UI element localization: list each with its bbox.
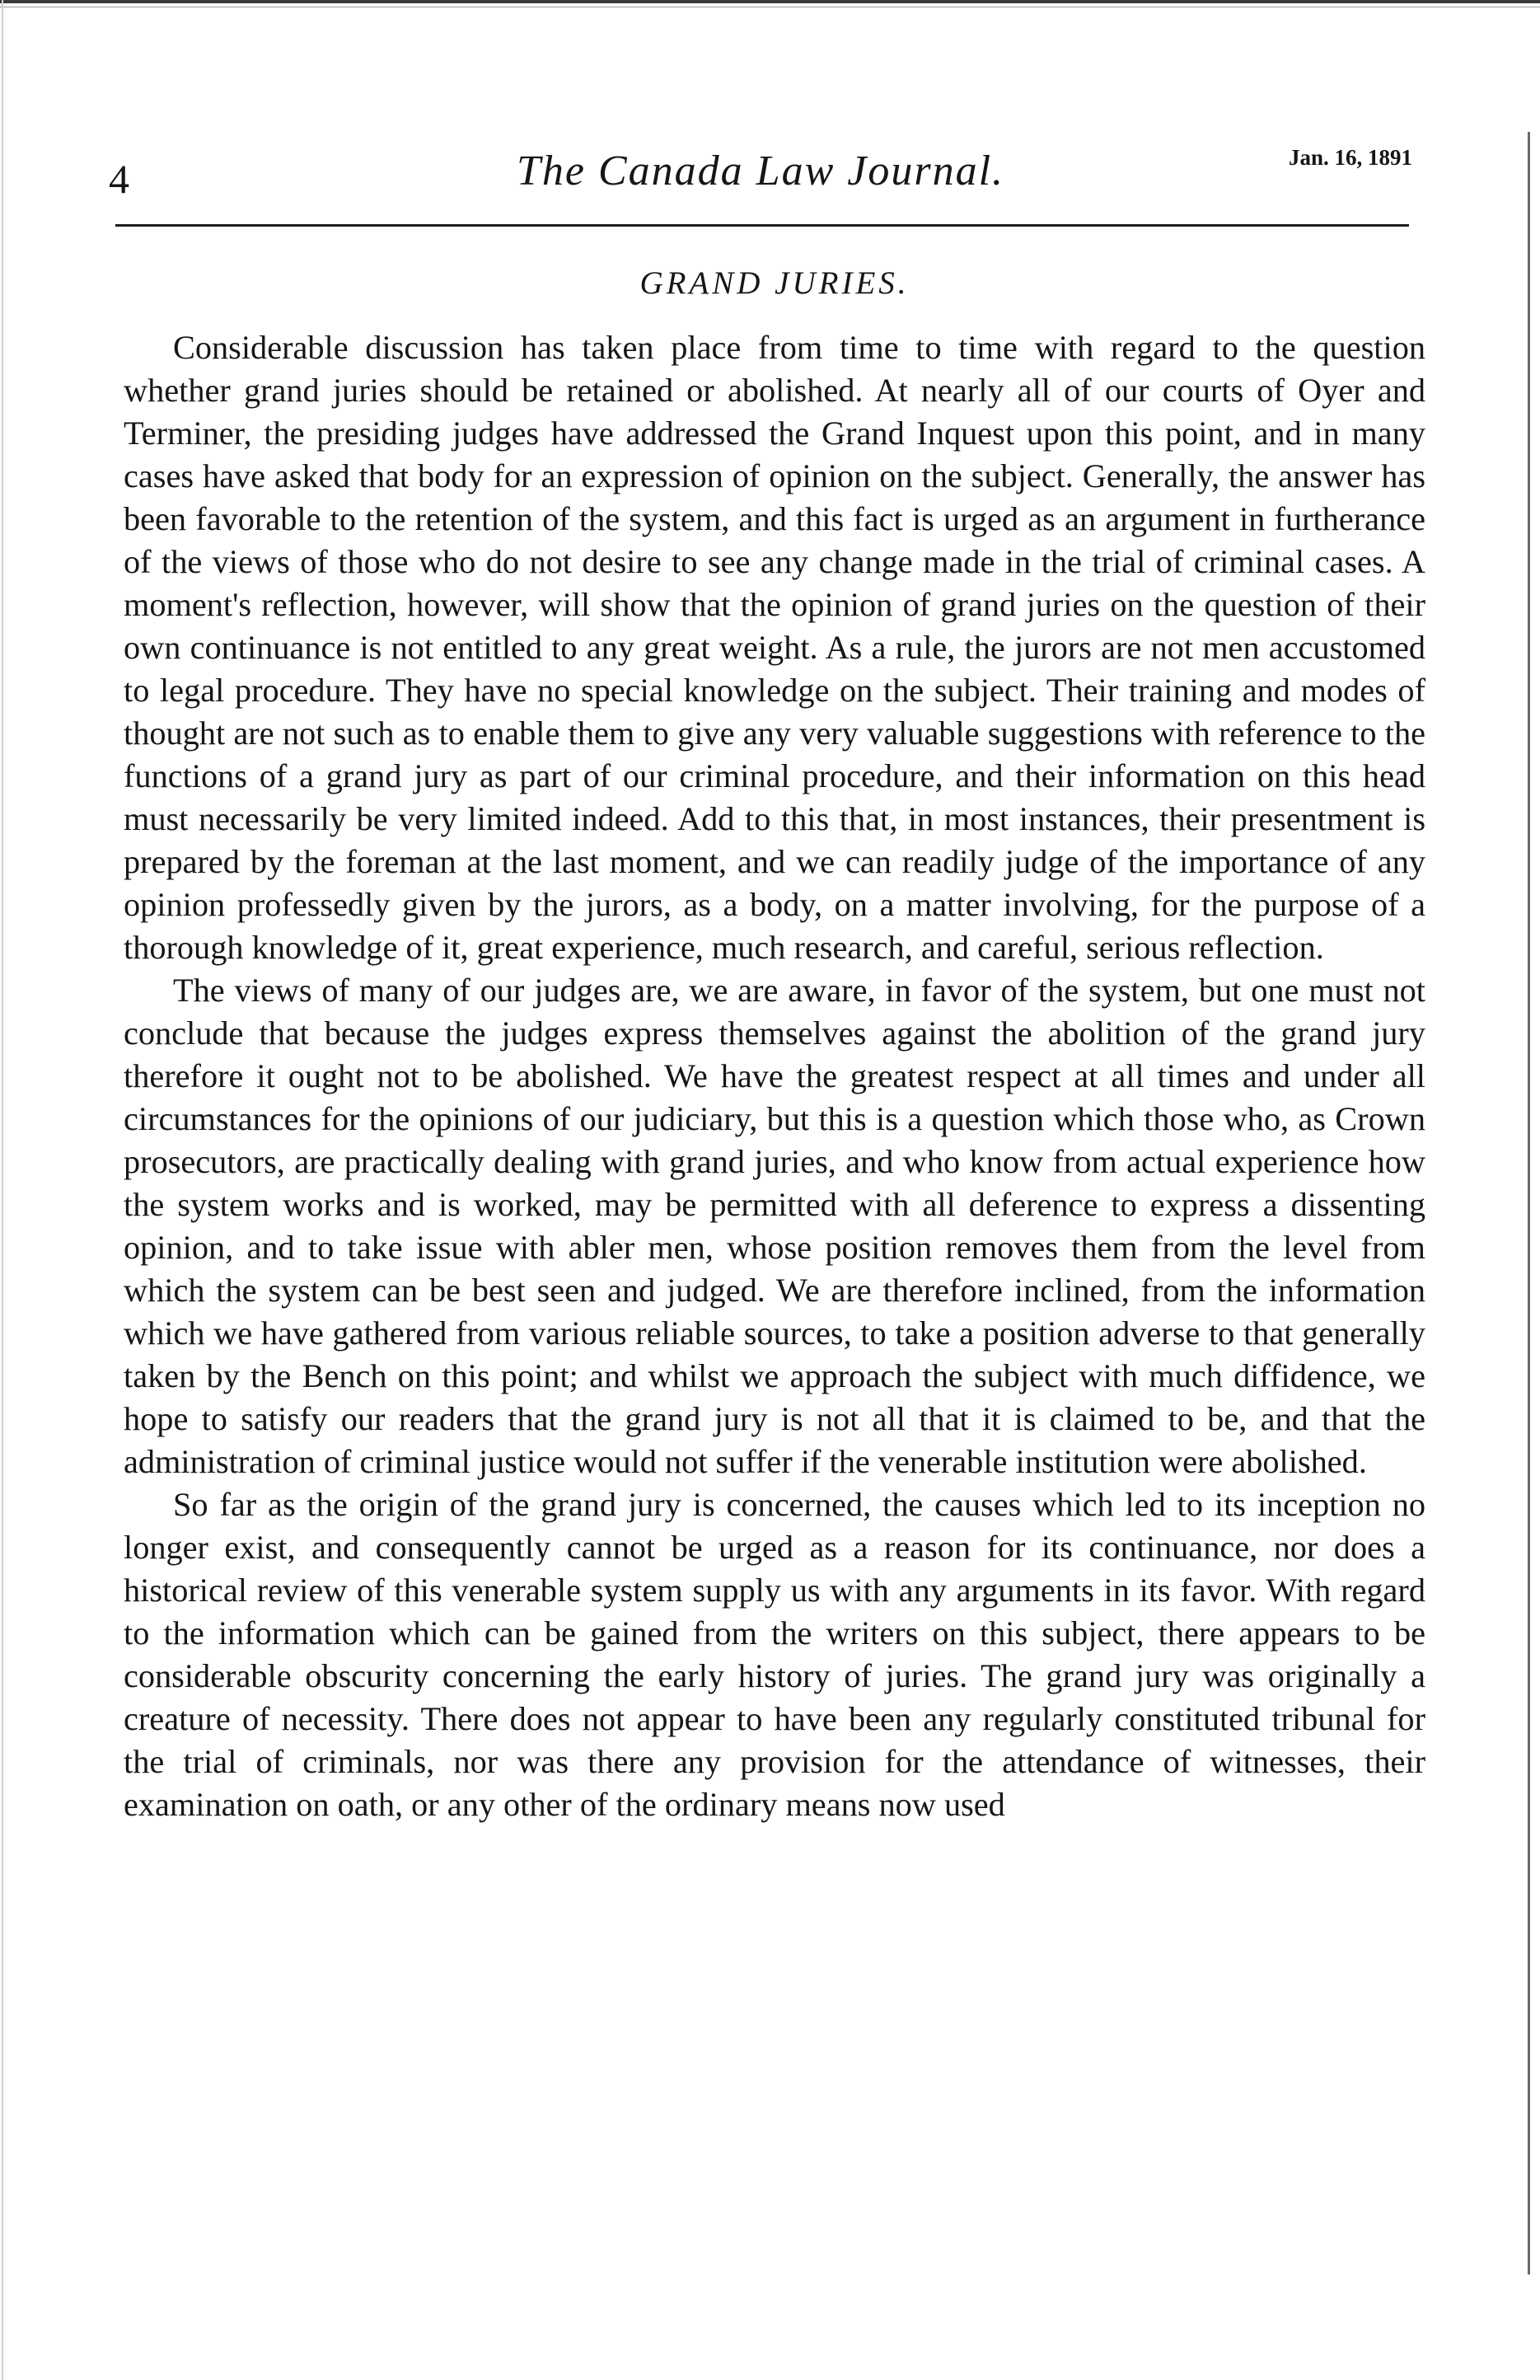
article-title: GRAND JURIES. xyxy=(639,265,910,301)
page-top-edge xyxy=(0,0,1540,3)
header-rule xyxy=(115,224,1409,227)
paragraph-3: So far as the origin of the grand jury is concerned, the causes which led to its inception no longer exist, and consequently cannot be urged as a reason for its continuance, nor does a historical review of this venerable system supply us with any arguments in its favor. With regard to the information which can be gained from the writers on this subject, there appears to be considerable obscurity concerning the early history of juries. The grand jury was originally a creature of necessity. There does not appear to have been any regularly constituted tribunal for the trial of criminals, nor was there any provision for the attendance of witnesses, their examination on oath, or any other of the ordinary means now used xyxy=(124,1486,1425,1823)
article xyxy=(124,247,1425,1826)
issue-date: Jan. 16, 1891 xyxy=(1288,145,1412,170)
paragraph-1: Considerable discussion has taken place from time to time with regard to the question whether grand juries should be retained or abolished. At nearly all of our courts of Oyer and Terminer, the presiding judges have addressed the Grand Inquest upon this point, and in many cases have asked that body for an expression of opinion on the subject. Generally, the answer has been favorable to the retention of the system, and this fact is urged as an argument in furtherance of the views of those who do not desire to see any change made in the trial of criminal cases. A moment's reflection, however, will show that the opinion of grand juries on the question of their own continuance is not entitled to any great weight. As a rule, the jurors are not men accustomed to legal procedure. They have no special knowledge on the subject. Their training and modes of thought are not such as to enable them to give any very valuable suggestions with reference to the functions of a grand jury as part of our criminal procedure, and their information on this head must necessarily be very limited indeed. Add to this that, in most instances, their presentment is prepared by the foreman at the last moment, and we can readily judge of the importance of any opinion professedly given by the jurors, as a body, on a matter involving, for the purpose of a thorough knowledge of it, great experience, much research, and careful, serious reflection. xyxy=(124,329,1425,966)
page-number: 4 xyxy=(109,156,129,202)
paragraph-2: The views of many of our judges are, we are aware, in favor of the system, but one must not conclude that because the judges express themselves against the abolition of the grand jury therefore it ought not to be abolished. We have the greatest respect at all times and under all circumstances for the opinions of our judiciary, but this is a question which those who, as Crown prosecutors, are practically dealing with grand juries, and who know from actual experience how the system works and is worked, may be permitted with all deference to express a dissenting opinion, and to take issue with abler men, whose position removes them from the level from which the system can be best seen and judged. We are therefore inclined, from the information which we have gathered from various reliable sources, to take a position adverse to that generally taken by the Bench on this point; and whilst we approach the subject with much diffidence, we hope to satisfy our readers that the grand jury is not all that it is claimed to be, and that the administration of criminal justice would not suffer if the venerable institution were abolished. xyxy=(124,972,1425,1480)
page-right-edge xyxy=(1528,132,1530,2275)
running-header xyxy=(109,140,1412,206)
journal-title: The Canada Law Journal. xyxy=(516,148,1005,194)
page-left-edge xyxy=(2,0,3,2380)
